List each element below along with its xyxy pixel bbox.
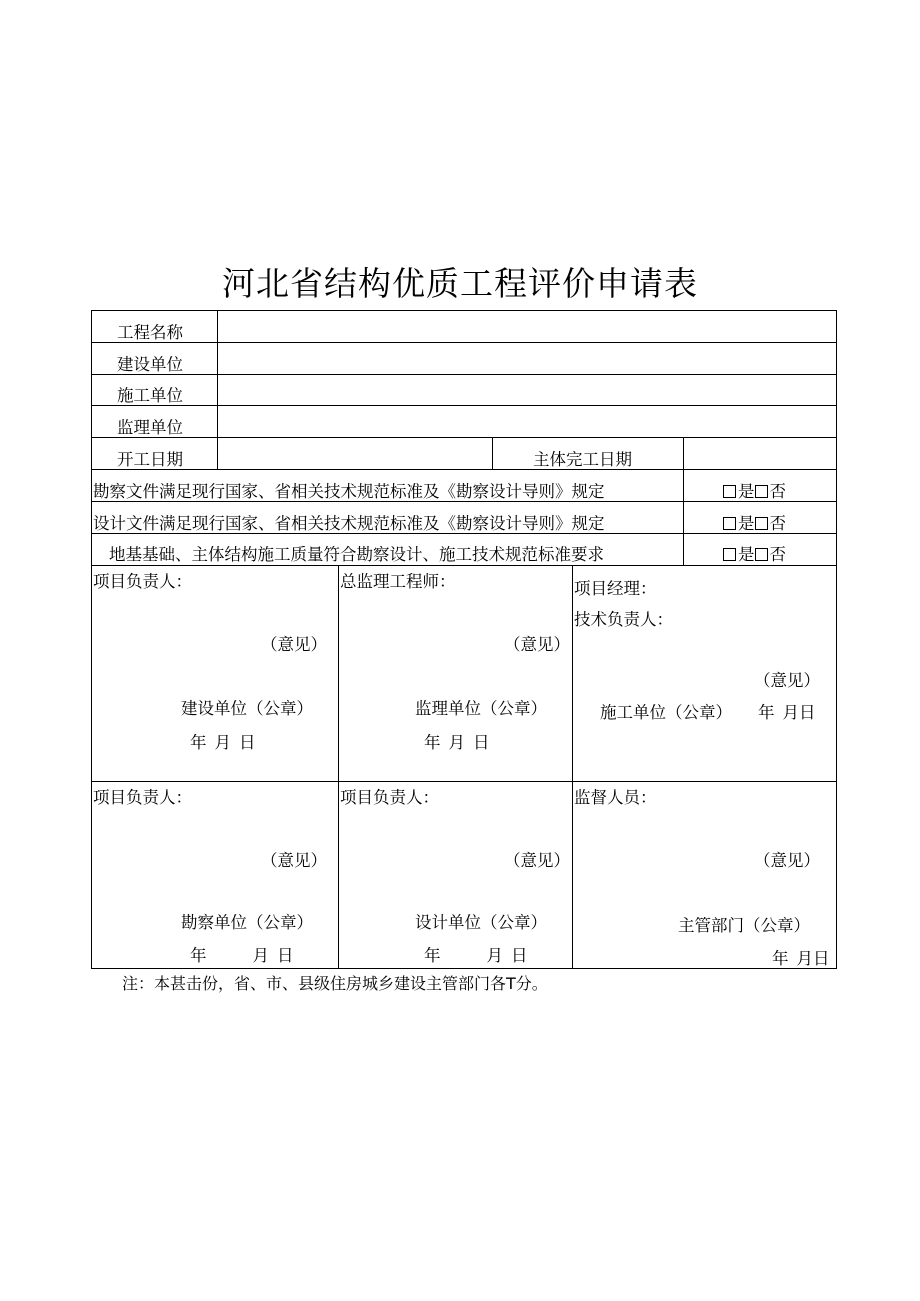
row-divider xyxy=(91,469,837,470)
technical-lead-label: 技术负责人： xyxy=(574,610,673,629)
footnote: 注：本甚击份，省、市、县级住房城乡建设主管部门各T分。 xyxy=(122,974,548,993)
row-divider xyxy=(91,781,837,782)
check-design-options[interactable] xyxy=(723,510,786,534)
authority-opinion-label: （意见） xyxy=(754,851,820,870)
option-yes-label: 是 xyxy=(738,482,755,501)
check-quality-text: 地基基础、主体结构施工质量符合勘察设计、施工技术规范标准要求 xyxy=(109,545,604,564)
page-title: 河北省结构优质工程评价申请表 xyxy=(222,264,698,303)
checkbox-no[interactable] xyxy=(755,548,768,561)
builder-seal-label: 施工单位（公章） xyxy=(600,703,732,722)
survey-seal-label: 勘察单位（公章） xyxy=(181,913,313,932)
check-quality-options[interactable] xyxy=(723,541,786,565)
construction-seal-label: 建设单位（公章） xyxy=(181,699,313,718)
construction-date-line: 年 月 日 xyxy=(190,733,256,752)
chief-supervisor-label: 总监理工程师： xyxy=(340,572,456,591)
option-yes-label: 是 xyxy=(738,514,755,533)
construction-opinion-label: （意见） xyxy=(261,635,327,654)
supervision-seal-label: 监理单位（公章） xyxy=(415,699,547,718)
inspector-label: 监督人员： xyxy=(574,788,657,807)
survey-date-line: 年 月 日 xyxy=(190,946,294,965)
check-design-text: 设计文件满足现行国家、省相关技术规范标准及《勘察设计导则》规定 xyxy=(93,514,605,533)
design-date-line: 年 月 日 xyxy=(424,946,528,965)
project-name-label: 工程名称 xyxy=(117,323,183,342)
checkbox-yes[interactable] xyxy=(723,517,736,530)
checkbox-no[interactable] xyxy=(755,517,768,530)
check-survey-text: 勘察文件满足现行国家、省相关技术规范标准及《勘察设计导则》规定 xyxy=(93,482,605,501)
option-yes-label: 是 xyxy=(738,545,755,564)
authority-seal-label: 主管部门（公章） xyxy=(678,916,810,935)
construction-person-label: 项目负责人： xyxy=(93,572,192,591)
builder-unit-label: 施工单位 xyxy=(117,386,183,405)
design-person-label: 项目负责人： xyxy=(340,788,439,807)
checkbox-yes[interactable] xyxy=(723,485,736,498)
checkbox-yes[interactable] xyxy=(723,548,736,561)
main-completion-date-field[interactable] xyxy=(684,438,836,469)
supervision-date-line: 年 月 日 xyxy=(424,733,490,752)
col-divider xyxy=(492,437,493,470)
table-border-bottom xyxy=(91,968,837,969)
project-manager-label: 项目经理： xyxy=(574,579,657,598)
table-border-right xyxy=(836,310,837,969)
builder-unit-field[interactable] xyxy=(218,375,836,405)
project-name-field[interactable] xyxy=(218,311,836,342)
check-survey-options[interactable] xyxy=(723,478,786,502)
supervision-opinion-label: （意见） xyxy=(504,635,570,654)
survey-opinion-label: （意见） xyxy=(261,851,327,870)
option-no-label: 否 xyxy=(769,514,786,533)
supervision-unit-field[interactable] xyxy=(218,406,836,437)
option-no-label: 否 xyxy=(769,545,786,564)
table-border-left xyxy=(91,310,92,969)
design-seal-label: 设计单位（公章） xyxy=(415,913,547,932)
main-completion-date-label: 主体完工日期 xyxy=(533,450,632,469)
construction-unit-field[interactable] xyxy=(218,343,836,374)
col-divider xyxy=(572,565,573,969)
row-divider xyxy=(91,565,837,566)
col-divider xyxy=(338,565,339,969)
authority-date-line: 年 月日 xyxy=(772,949,830,968)
start-date-field[interactable] xyxy=(218,438,492,469)
design-opinion-label: （意见） xyxy=(504,851,570,870)
start-date-label: 开工日期 xyxy=(117,450,183,469)
option-no-label: 否 xyxy=(769,482,786,501)
construction-unit-label: 建设单位 xyxy=(117,355,183,374)
builder-opinion-label: （意见） xyxy=(754,671,820,690)
supervision-unit-label: 监理单位 xyxy=(117,418,183,437)
builder-date-line: 年 月日 xyxy=(758,703,816,722)
checkbox-no[interactable] xyxy=(755,485,768,498)
survey-person-label: 项目负责人： xyxy=(93,788,192,807)
